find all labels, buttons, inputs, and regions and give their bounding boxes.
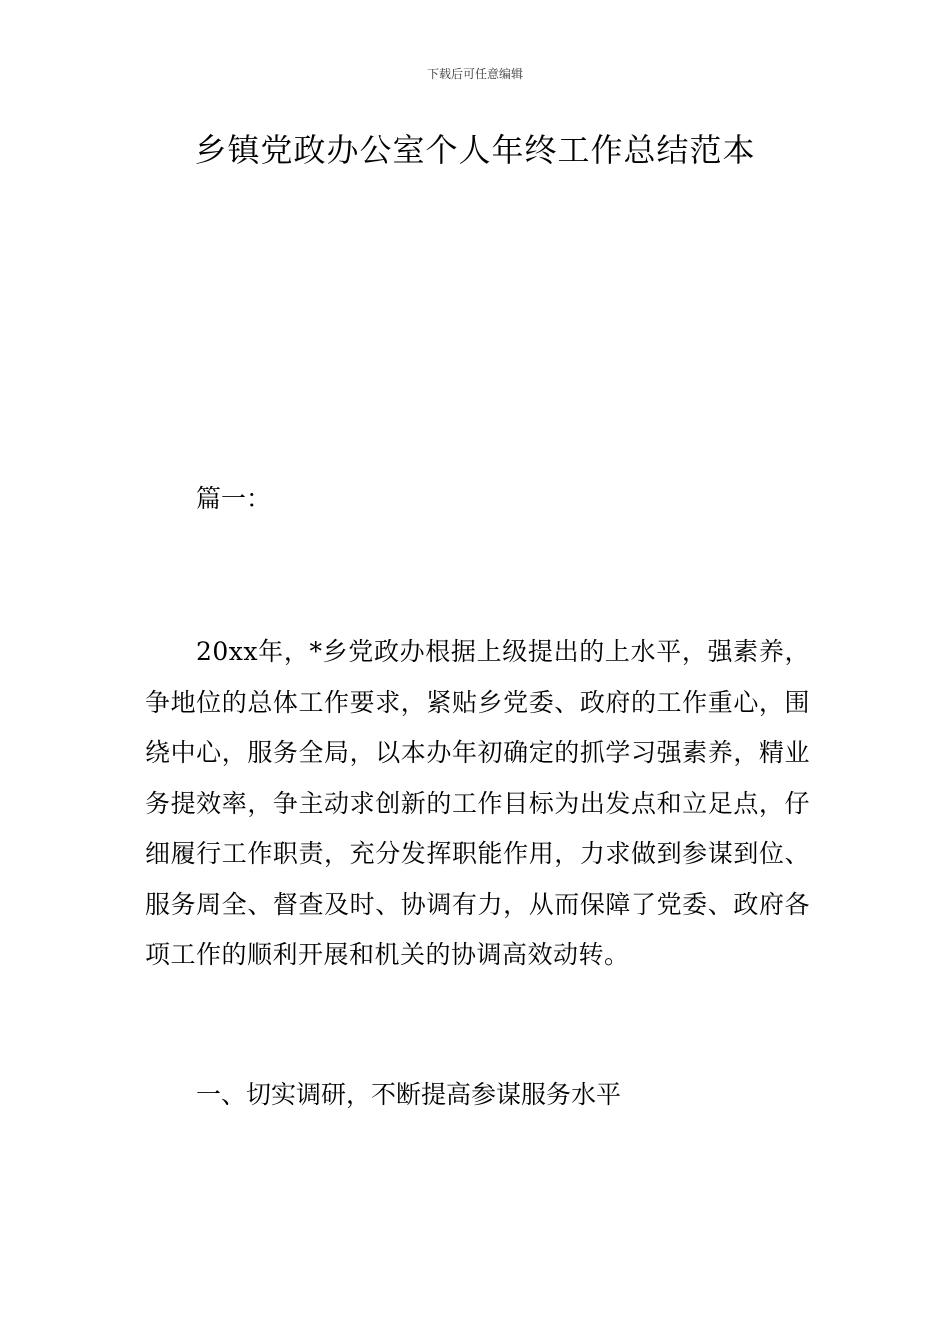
section-heading: 一、切实调研，不断提高参谋服务水平 bbox=[196, 1080, 622, 1109]
body-paragraph: 20xx年，*乡党政办根据上级提出的上水平，强素养，争地位的总体工作要求，紧贴乡党委、政府的工作重心，围绕中心，服务全局，以本办年初确定的抓学习强素养，精业务提效率，争主动求创新的工作目标为出发点和立足点，仔细履行工作职责，充分发挥职能作用，力求做到参谋到位、服务周全、督查及时、协调有力，从而保障了党委、政府各项工作的顺利开展和机关的协调高效动转。 bbox=[145, 637, 810, 969]
document-title: 乡镇党政办公室个人年终工作总结范本 bbox=[194, 131, 756, 169]
section-label: 篇一： bbox=[196, 484, 272, 513]
header-note: 下载后可任意编辑 bbox=[426, 67, 523, 81]
